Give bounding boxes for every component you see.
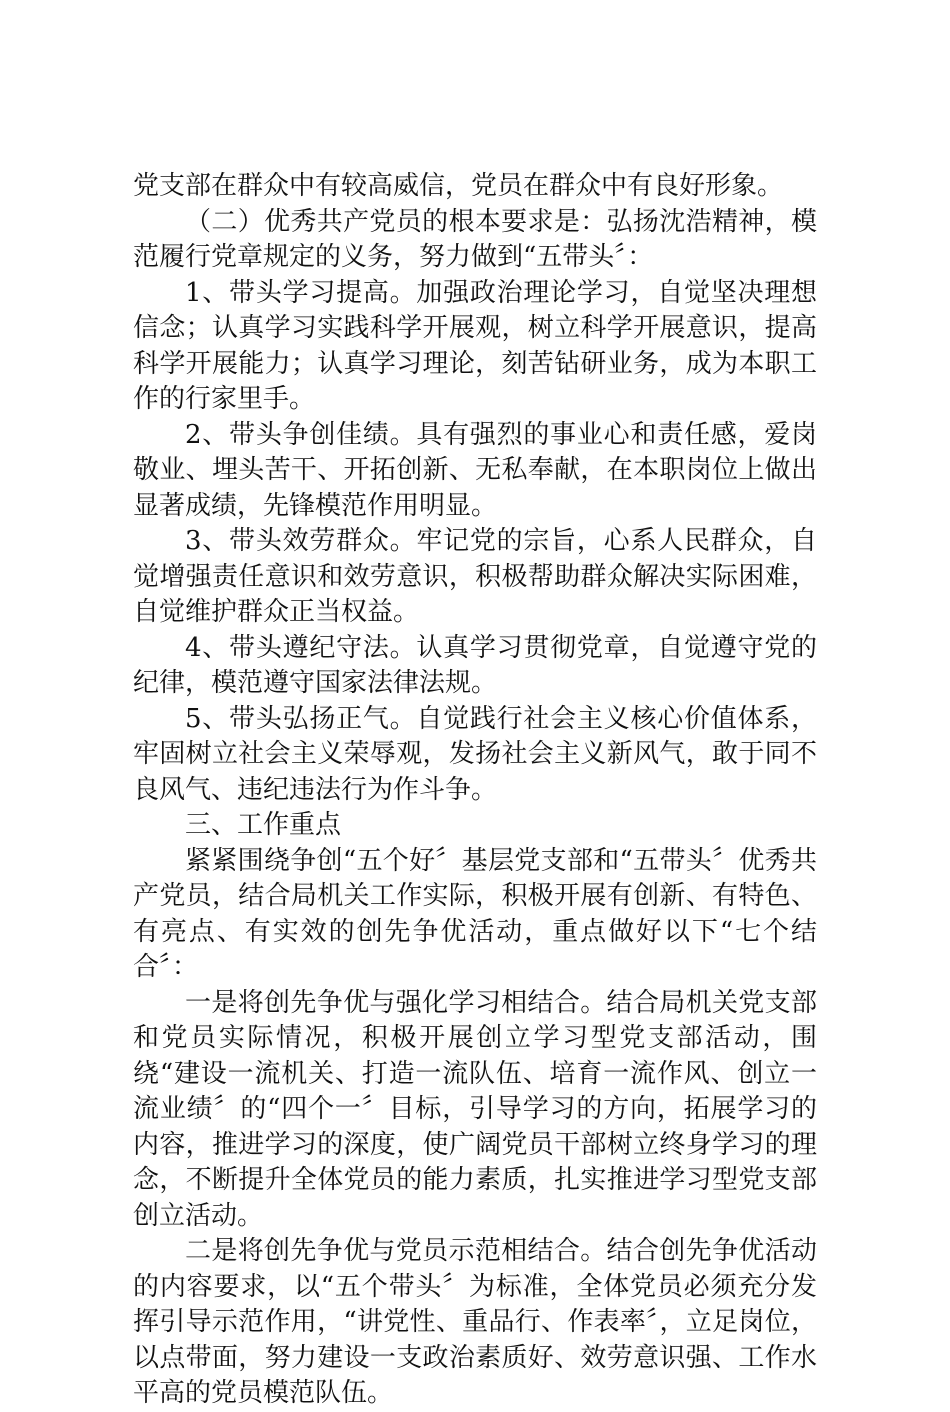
paragraph-item-2: 2、带头争创佳绩。具有强烈的事业心和责任感，爱岗敬业、埋头苦干、开拓创新、无私奉献，在本职岗位上做出显著成绩，先锋模范作用明显。	[133, 419, 817, 521]
paragraph-item-3: 3、带头效劳群众。牢记党的宗旨，心系人民群众，自觉增强责任意识和效劳意识，积极帮助群众解决实际困难，自觉维护群众正当权益。	[133, 526, 817, 627]
paragraph-item-4: 4、带头遵纪守法。认真学习贯彻党章，自觉遵守党的纪律，模范遵守国家法律法规。	[133, 632, 817, 698]
paragraph-work-focus-intro: 紧紧围绕争创“五个好〞基层党支部和“五带头〞优秀共产党员，结合局机关工作实际，积极开展有创新、有特色、有亮点、有实效的创先争优活动，重点做好以下“七个结合〞：	[133, 845, 817, 982]
paragraph-combination-1: 一是将创先争优与强化学习相结合。结合局机关党支部和党员实际情况，积极开展创立学习型党支部活动，围绕“建设一流机关、打造一流队伍、培育一流作风、创立一流业绩〞的“四个一〞目标，引导学习的方向，拓展学习的内容，推进学习的深度，使广阔党员干部树立终身学习的理念，不断提升全体党员的能力素质，扎实推进学习型党支部创立活动。	[133, 987, 817, 1231]
paragraph-combination-2: 二是将创先争优与党员示范相结合。结合创先争优活动的内容要求，以“五个带头〞为标准，全体党员必须充分发挥引导示范作用，“讲党性、重品行、作表率〞，立足岗位，以点带面，努力建设一支政治素质好、效劳意识强、工作水平高的党员模范队伍。	[133, 1236, 817, 1408]
document-body	[133, 169, 817, 1412]
paragraph-continuation: 党支部在群众中有较高威信，党员在群众中有良好形象。	[133, 171, 784, 201]
paragraph-party-member-requirements: （二）优秀共产党员的根本要求是：弘扬沈浩精神，模范履行党章规定的义务，努力做到“五带头〞：	[133, 206, 817, 272]
paragraph-item-1: 1、带头学习提高。加强政治理论学习，自觉坚决理想信念；认真学习实践科学开展观，树立科学开展意识，提高科学开展能力；认真学习理论，刻苦钻研业务，成为本职工作的行家里手。	[133, 277, 817, 414]
section-heading-work-focus: 三、工作重点	[185, 810, 342, 840]
paragraph-item-5: 5、带头弘扬正气。自觉践行社会主义核心价值体系，牢固树立社会主义荣辱观，发扬社会主义新风气，敢于同不良风气、违纪违法行为作斗争。	[133, 703, 817, 805]
